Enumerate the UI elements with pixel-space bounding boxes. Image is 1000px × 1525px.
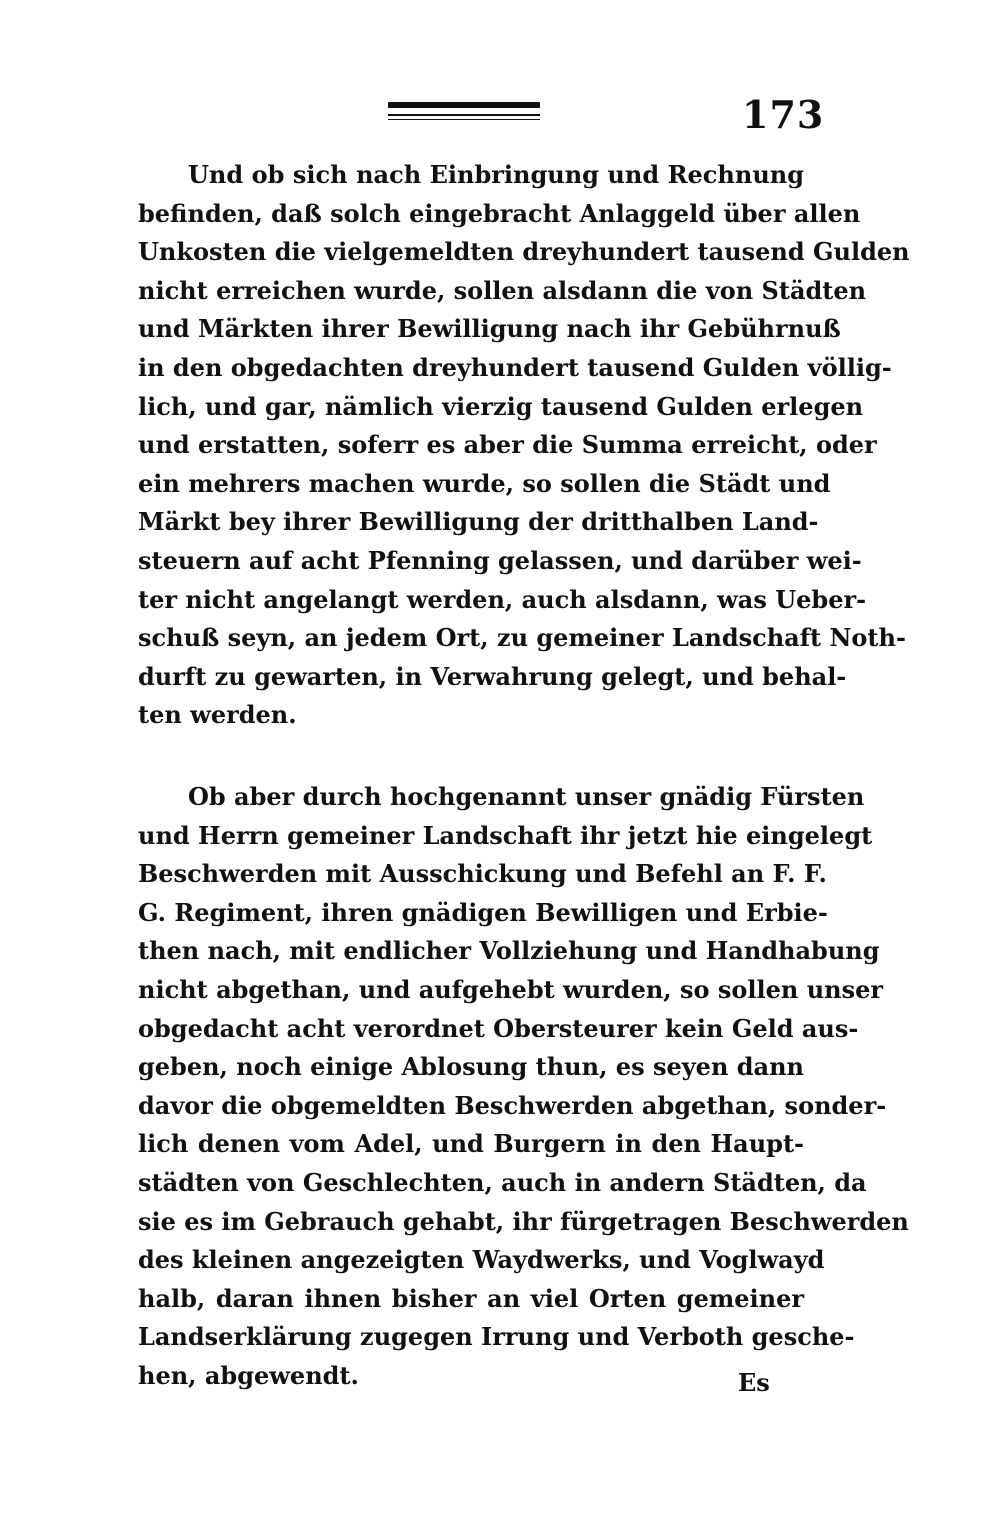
text-line: Ob aber durch hochgenannt unser gnädig Fürsten xyxy=(188,782,865,811)
text-line: des kleinen angezeigten Waydwerks, und Voglwayd xyxy=(138,1245,825,1275)
text-line: und Herrn gemeiner Landschaft ihr jetzt hie eingelegt xyxy=(138,820,873,850)
text-line: steuern auf acht Pfenning gelassen, und darüber wei- xyxy=(138,545,862,575)
text-line: sie es im Gebrauch gehabt, ihr fürgetragen Beschwerden xyxy=(138,1206,909,1236)
header-rule-thick xyxy=(388,102,540,108)
text-line: und erstatten, soferr es aber die Summa erreicht, oder xyxy=(138,430,877,460)
text-line: nicht erreichen wurde, sollen alsdann die von Städten xyxy=(138,275,867,305)
text-line: then nach, mit endlicher Vollziehung und Handhabung xyxy=(138,936,880,966)
text-line: und Märkten ihrer Bewilligung nach ihr Gebührnuß xyxy=(138,314,841,344)
header-ornament-rule xyxy=(388,102,540,120)
catchword: Es xyxy=(738,1368,770,1397)
text-line: befinden, daß solch eingebracht Anlaggeld über allen xyxy=(138,198,861,228)
text-line: davor die obgemeldten Beschwerden abgethan, sonder- xyxy=(138,1090,887,1120)
text-line: Unkosten die vielgemeldten dreyhundert tausend Gulden xyxy=(138,237,910,267)
text-line: G. Regiment, ihren gnädigen Bewilligen und Erbie- xyxy=(138,897,828,927)
text-line: ein mehrers machen wurde, so sollen die Städt und xyxy=(138,468,831,498)
text-line: ten werden. xyxy=(138,700,297,730)
paragraph-1 xyxy=(138,156,910,735)
text-line: halb, daran ihnen bisher an viel Orten gemeiner xyxy=(138,1283,804,1313)
text-line: Landserklärung zugegen Irrung und Verboth gesche- xyxy=(138,1322,855,1352)
text-line: lich denen vom Adel, und Burgern in den Haupt- xyxy=(138,1129,804,1159)
text-line: in den obgedachten dreyhundert tausend Gulden völlig- xyxy=(138,352,892,382)
header-rule-hairline xyxy=(388,119,540,120)
text-line: Beschwerden mit Ausschickung und Befehl an F. F. xyxy=(138,859,827,889)
text-line: lich, und gar, nämlich vierzig tausend Gulden erlegen xyxy=(138,391,864,421)
text-line: Märkt bey ihrer Bewilligung der dritthalben Land- xyxy=(138,507,819,537)
header-rule-thin xyxy=(388,114,540,116)
text-line: hen, abgewendt. xyxy=(138,1360,359,1390)
text-line: geben, noch einige Ablosung thun, es seyen dann xyxy=(138,1052,804,1082)
page-number: 173 xyxy=(742,92,825,137)
text-line: obgedacht acht verordnet Obersteurer kein Geld aus- xyxy=(138,1013,859,1043)
text-line: durft zu gewarten, in Verwahrung gelegt, und behal- xyxy=(138,661,847,691)
text-line: städten von Geschlechten, auch in andern Städten, da xyxy=(138,1167,867,1197)
text-line: schuß seyn, an jedem Ort, zu gemeiner Landschaft Noth- xyxy=(138,623,906,653)
text-line: ter nicht angelangt werden, auch alsdann, was Ueber- xyxy=(138,584,867,614)
text-line: nicht abgethan, und aufgehebt wurden, so sollen unser xyxy=(138,974,884,1004)
text-line: Und ob sich nach Einbringung und Rechnung xyxy=(188,160,804,189)
paragraph-2 xyxy=(138,778,909,1396)
